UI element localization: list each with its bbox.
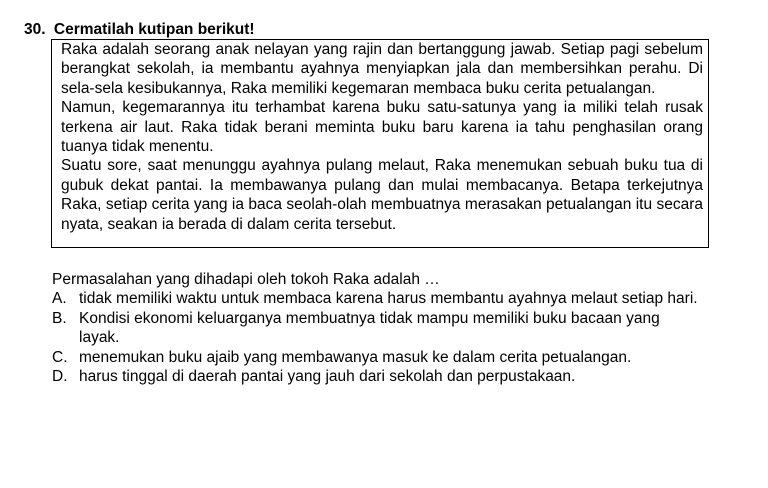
- option-c[interactable]: [52, 348, 702, 368]
- question-header: [24, 20, 255, 40]
- question-number: 30.: [24, 21, 46, 38]
- question-instruction: Cermatilah kutipan berikut!: [53, 21, 255, 38]
- passage-paragraph-1: Raka adalah seorang anak nelayan yang rajin dan bertanggung jawab. Setiap pagi sebelum berangkat sekolah, ia membantu ayahnya menyiapkan jala dan membersihkan perahu. Di sela-sela kesibukannya, Raka memiliki kegemaran membaca buku cerita petualangan.: [61, 41, 703, 97]
- option-d[interactable]: [52, 367, 702, 387]
- passage-paragraph-2: Namun, kegemarannya itu terhambat karena buku satu-satunya yang ia miliki telah rusak terkena air laut. Raka tidak berani meminta buku baru karena ia tahu penghasilan orang tuanya tidak menentu.: [61, 99, 703, 156]
- option-letter: C.: [52, 348, 68, 366]
- option-b[interactable]: [52, 309, 702, 348]
- answer-options: [52, 289, 702, 387]
- question-prompt: Permasalahan yang dihadapi oleh tokoh Raka adalah …: [52, 271, 440, 288]
- option-text: Kondisi ekonomi keluarganya membuatnya tidak mampu memiliki buku bacaan yang layak.: [79, 309, 660, 346]
- passage-paragraph-3: Suatu sore, saat menunggu ayahnya pulang melaut, Raka menemukan sebuah buku tua di gubuk dekat pantai. Ia membawanya pulang dan mulai membacanya. Betapa terkejutnya Raka, setiap cerita yang ia baca seolah-olah membuatnya merasakan petualangan itu secara nyata, seakan ia berada di dalam cerita tersebut.: [61, 157, 703, 233]
- option-letter: A.: [52, 290, 67, 307]
- option-text: tidak memiliki waktu untuk membaca karena harus membantu ayahnya melaut setiap hari.: [79, 290, 698, 307]
- passage-box: [51, 39, 709, 248]
- option-letter: D.: [52, 368, 68, 385]
- option-text: menemukan buku ajaib yang membawanya masuk ke dalam cerita petualangan.: [79, 348, 632, 366]
- option-letter: B.: [52, 309, 67, 327]
- option-a[interactable]: [52, 289, 702, 309]
- option-text: harus tinggal di daerah pantai yang jauh dari sekolah dan perpustakaan.: [79, 368, 576, 385]
